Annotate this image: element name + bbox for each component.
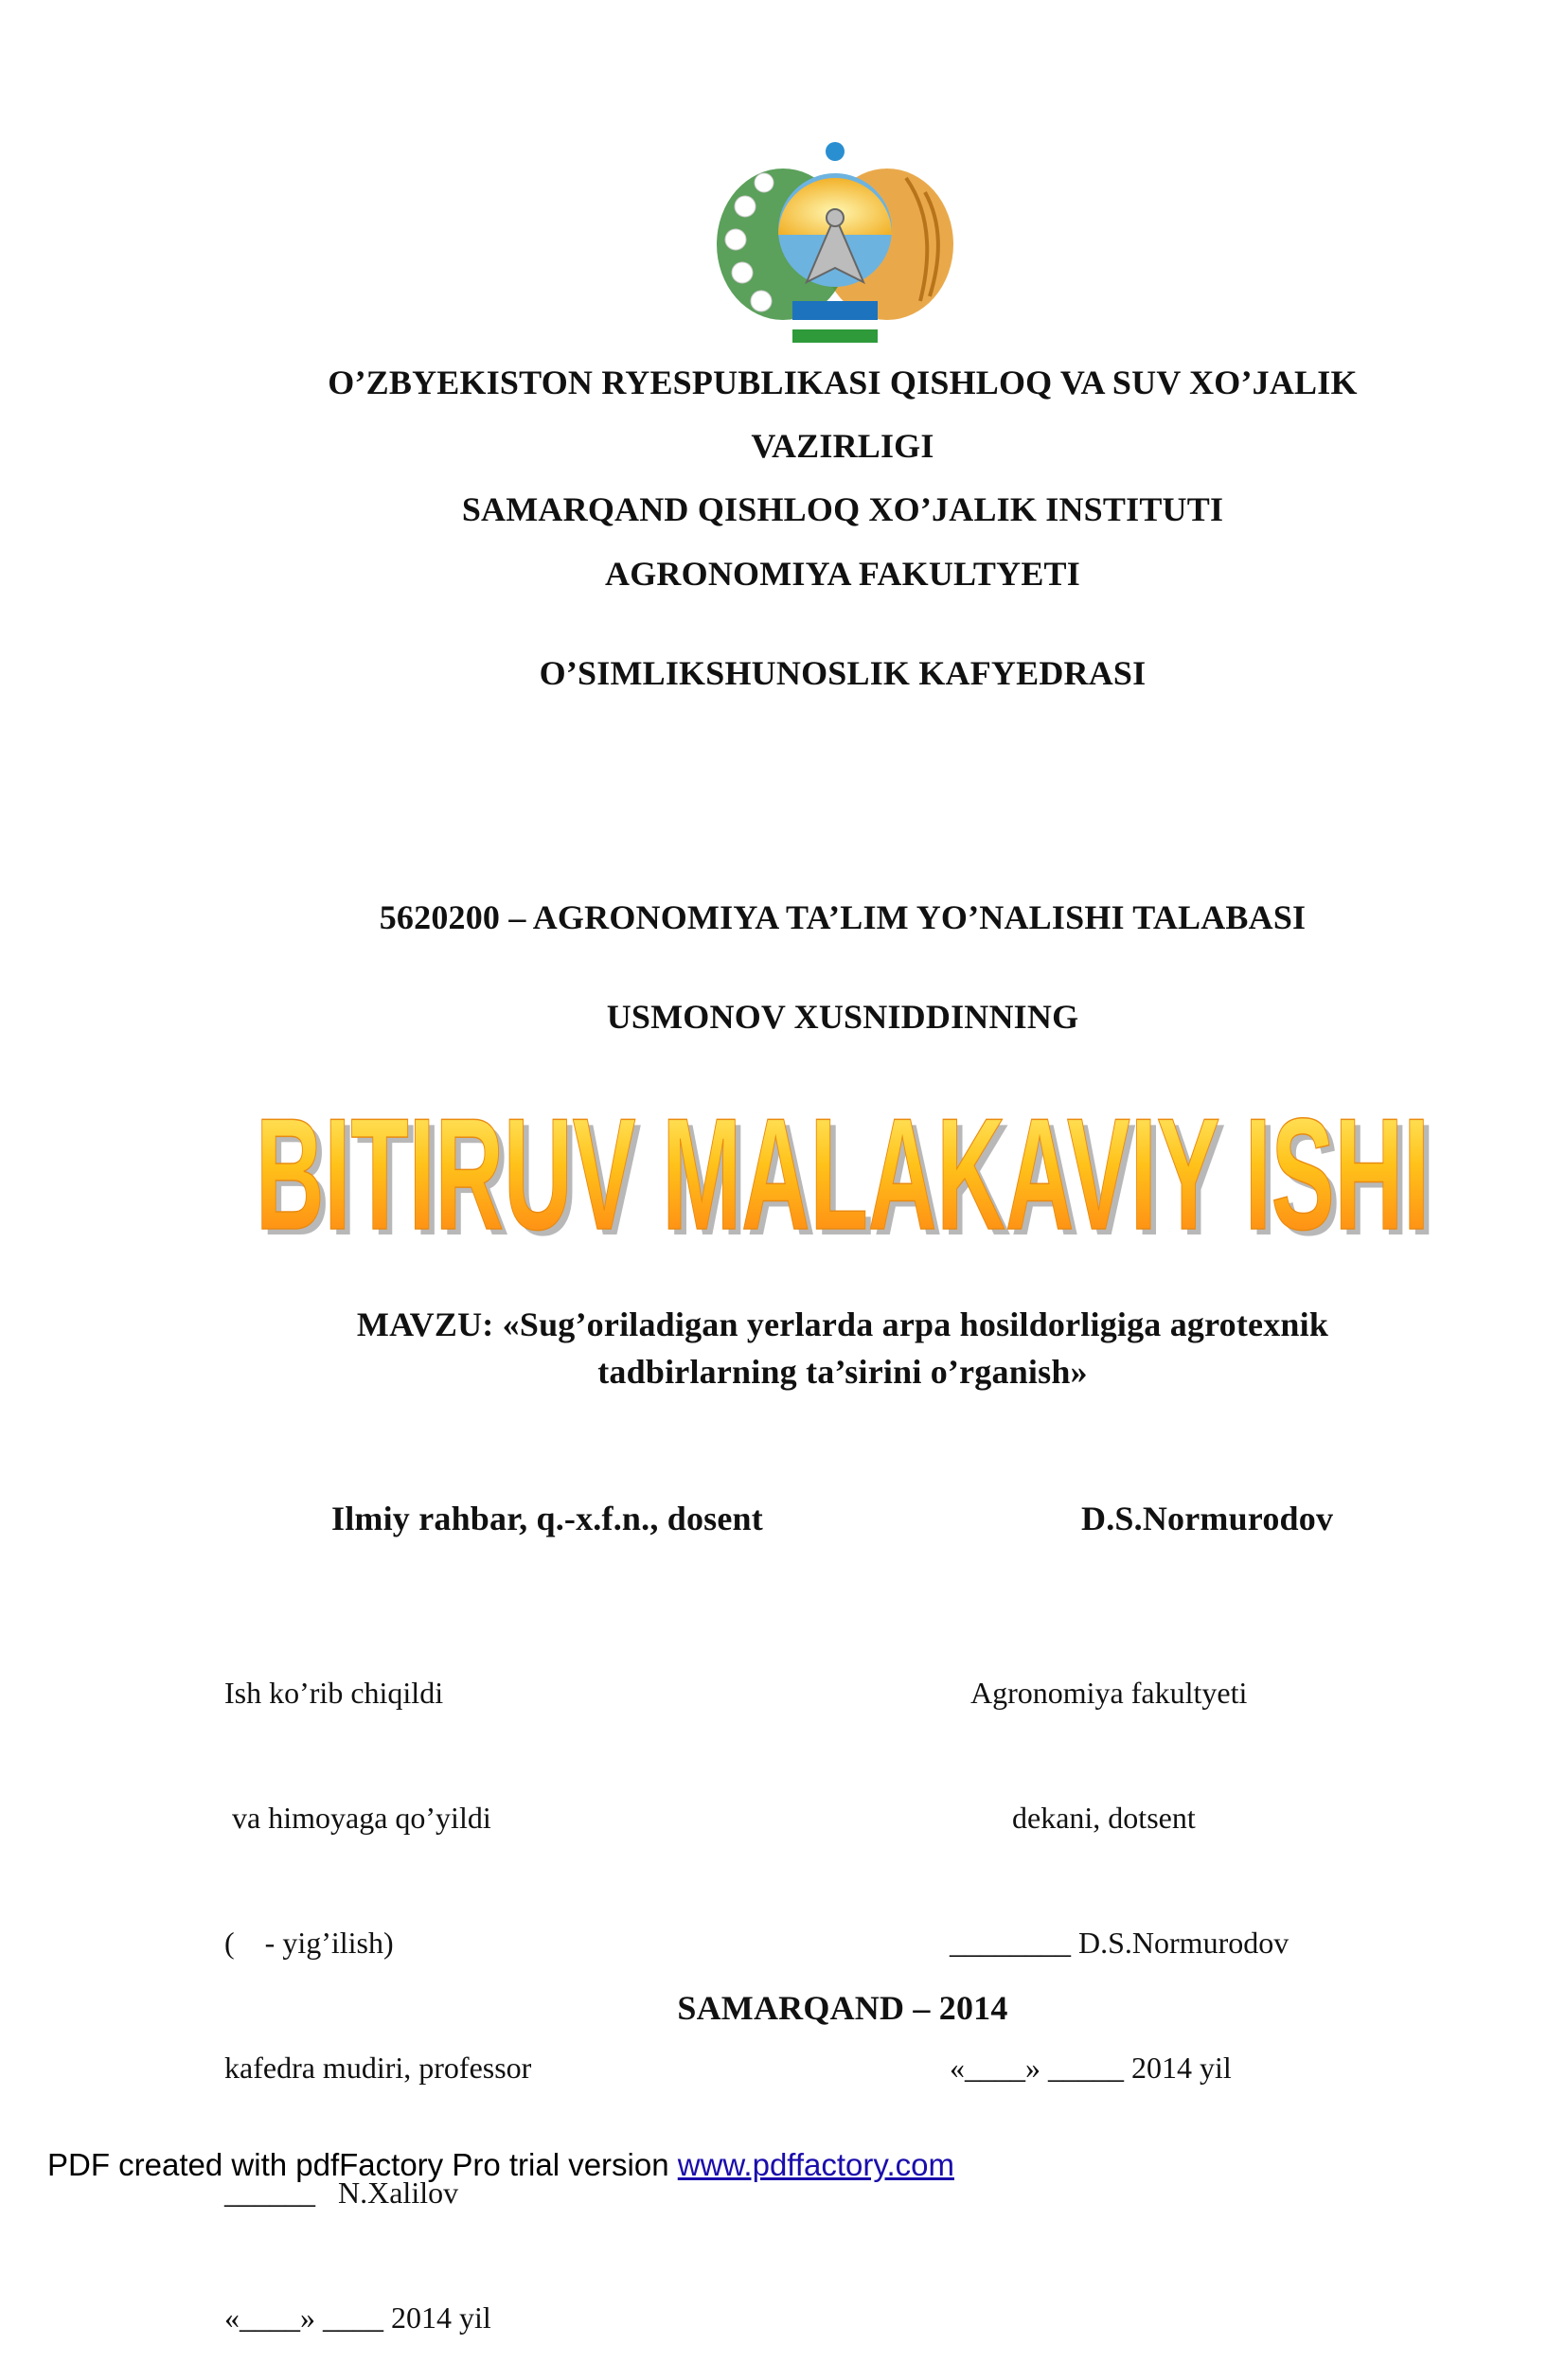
approval-left-line: «____» ____ 2014 yil (224, 2300, 491, 2335)
ministry-line-1: O’ZBYEKISTON RYESPUBLIKASI QISHLOQ VA SUV XO’JALIK (328, 364, 1358, 401)
approval-left (224, 1589, 531, 2380)
approval-left-line: ( - yig’ilish) (224, 1926, 394, 1960)
approval-left-line: va himoyaga qo’yildi (224, 1801, 491, 1835)
faculty-name: AGRONOMIYA FAKULTYETI (605, 555, 1080, 593)
student-name: USMONOV XUSNIDDINNING (606, 998, 1079, 1036)
supervisor-label: Ilmiy rahbar, q.-x.f.n., dosent (331, 1500, 763, 1537)
pdf-footer-note (47, 2147, 954, 2183)
approval-right-line: dekani, dotsent (1012, 1801, 1196, 1835)
pdf-note-text: PDF created with pdfFactory Pro trial version (47, 2147, 678, 2182)
approval-right-line: ________ D.S.Normurodov (950, 1926, 1289, 1960)
approval-left-line: Ish ko’rib chiqildi (224, 1676, 444, 1710)
approval-left-line: kafedra mudiri, professor (224, 2051, 532, 2085)
thesis-title-text: BITIRUV MALAKAVIY ISHI (256, 1085, 1430, 1263)
program-line: 5620200 – AGRONOMIYA TA’LIM YO’NALISHI TALABASI (379, 898, 1307, 936)
approval-right (950, 1589, 1289, 2130)
approval-right-line: Agronomiya fakultyeti (970, 1676, 1248, 1710)
state-emblem-icon (702, 140, 968, 348)
approval-right-line: «____» _____ 2014 yil (950, 2051, 1232, 2085)
pdffactory-link[interactable]: www.pdffactory.com (677, 2147, 954, 2182)
thesis-title-wordart (227, 1079, 1458, 1269)
institute-name: SAMARQAND QISHLOQ XO’JALIK INSTITUTI (461, 490, 1224, 528)
city-year: SAMARQAND – 2014 (677, 1989, 1008, 2027)
approval-left-line: ______ N.Xalilov (224, 2176, 459, 2210)
topic-line-1: MAVZU: «Sug’oriladigan yerlarda arpa hosildorligiga agrotexnik (356, 1305, 1329, 1343)
topic-line-2: tadbirlarning ta’sirini o’rganish» (597, 1353, 1088, 1391)
thesis-title-shadow: BITIRUV MALAKAVIY ISHI (261, 1091, 1435, 1269)
department-name: O’SIMLIKSHUNOSLIK KAFYEDRASI (539, 654, 1147, 692)
ministry-line-2: VAZIRLIGI (751, 427, 934, 465)
supervisor-name: D.S.Normurodov (1081, 1500, 1334, 1537)
